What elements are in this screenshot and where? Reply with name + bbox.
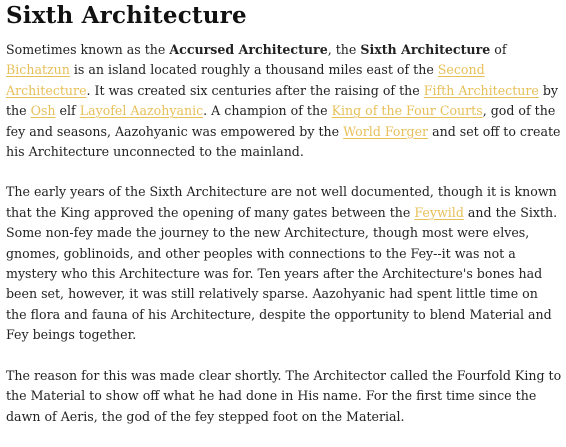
text: . It was created six centuries after the raising of the — [86, 82, 424, 98]
text: , the — [327, 42, 361, 57]
text: of — [490, 42, 507, 57]
page-title: Sixth Architecture — [6, 2, 247, 29]
paragraph-1 — [6, 40, 562, 162]
link-layofel-aazohyanic[interactable]: Layofel Aazohyanic — [79, 103, 204, 119]
bold-term-accursed-architecture: Accursed Architecture — [169, 42, 328, 57]
text: The reason for this was made clear shortly. The Architector called the Fourfold King to the Material to show off what he had done in His name. For the first time since the dawn of Aeris, the god of the fey stepped foot on the Material. — [6, 367, 562, 424]
article — [6, 0, 562, 447]
link-fifth-architecture[interactable]: Fifth Architecture — [423, 82, 539, 98]
text: by the — [6, 82, 559, 119]
text: Sometimes known as the — [6, 42, 170, 57]
link-osh[interactable]: Osh — [30, 103, 56, 119]
text: . A champion of the — [203, 103, 332, 119]
link-king-of-the-four-courts[interactable]: King of the Four Courts — [331, 103, 483, 119]
text: , god of the fey and seasons, Aazohyanic was empowered by the — [6, 103, 556, 139]
text: The early years of the Sixth Architecture are not well documented, though it is known that the King approved the opening of many gates between the — [6, 184, 557, 220]
link-bichatzun[interactable]: Bichatzun — [6, 62, 70, 78]
link-world-forger[interactable]: World Forger — [343, 123, 429, 139]
link-second-architecture[interactable]: Second Architecture — [6, 62, 485, 98]
paragraph-2 — [6, 182, 562, 345]
text: and set off to create his Architecture unconnected to the mainland. — [6, 123, 561, 160]
text: elf — [55, 103, 80, 119]
bold-term-sixth-architecture: Sixth Architecture — [360, 42, 491, 57]
text: and the Sixth. Some non-fey made the journey to the new Architecture, though most were elves, gnomes, goblinoids, and other peoples with connections to the Fey--it was not a mystery who this Architecture was for. Ten years after the Architecture's bones had been set, however, it was still relatively sparse. Aazohyanic had spent little time on the flora and fauna of his Architecture, despite the opportunity to blend Material and Fey beings together. — [6, 204, 558, 343]
paragraph-3 — [6, 366, 562, 427]
text: is an island located roughly a thousand miles east of the — [69, 62, 438, 78]
link-feywild[interactable]: Feywild — [414, 204, 464, 220]
